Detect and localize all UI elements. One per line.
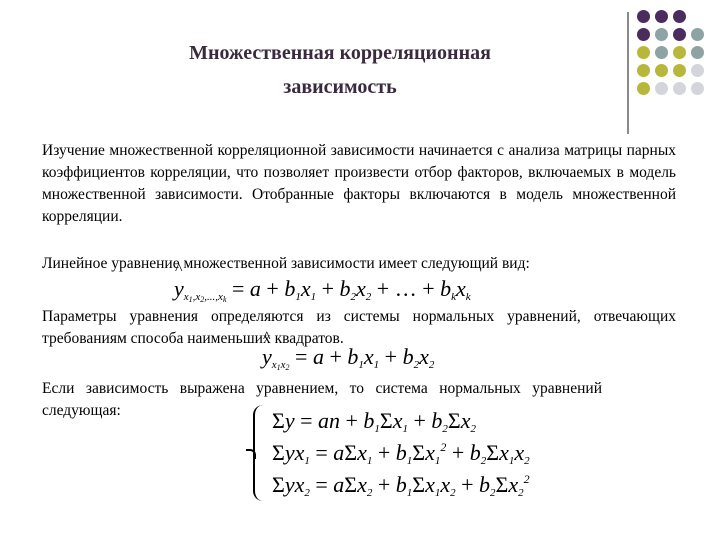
decorative-dot — [691, 46, 704, 59]
decorative-dot-grid — [637, 10, 713, 106]
decorative-dot — [637, 46, 650, 59]
system-brace — [253, 405, 269, 501]
two-factor-equation: ^ $y_{x_1x_2} = a + b_1x_1 + b_2x_2$ — [262, 344, 434, 372]
normal-equation-1: Σy = an + $b_1\Sigma x_1 + b_2\Sigma x_2$ — [272, 408, 476, 435]
parameters-paragraph: Параметры уравнения определяются из системы нормальных уравнений, отвечающих требованиям способа наименьших квадратов. — [42, 308, 676, 347]
system-paragraph: Если зависимость выражена уравнением, то система нормальных уравнений следующая: — [42, 380, 602, 419]
decorative-dot — [655, 82, 668, 95]
decorative-dot — [673, 82, 686, 95]
decorative-dot — [655, 10, 668, 23]
multiple-regression-equation: ^ $y_{x_1,x_2,...,x_k} = a + b_1x_1 + b_2x_2$ + … + $b_kx_k$ — [174, 276, 471, 304]
decorative-dot — [673, 10, 686, 23]
title-line-1: Множественная корреляционная — [189, 42, 491, 64]
decorative-dot — [691, 82, 704, 95]
decorative-dot — [673, 64, 686, 77]
divider-line — [627, 12, 629, 134]
decorative-dot — [655, 46, 668, 59]
decorative-dot — [673, 28, 686, 41]
decorative-dot — [637, 82, 650, 95]
decorative-dot — [655, 64, 668, 77]
normal-equation-3: $\Sigma yx_2 = a\Sigma x_2 + b_1\Sigma x_1x_2 + b_2\Sigma x_2^2$ — [272, 472, 530, 499]
decorative-dot — [637, 28, 650, 41]
slide-title — [60, 36, 620, 104]
decorative-dot — [691, 64, 704, 77]
decorative-dot — [637, 10, 650, 23]
decorative-dot — [655, 28, 668, 41]
decorative-dot — [637, 64, 650, 77]
intro-paragraph: Изучение множественной корреляционной зависимости начинается с анализа матрицы парных коэффициентов корреляции, что позволяет произвести отбор факторов, включаемых в модель множественной зависимости. Отобранные факторы включаются в модель множественной корреляции. — [42, 142, 676, 225]
decorative-dot — [673, 46, 686, 59]
normal-equation-2: $\Sigma yx_1 = a\Sigma x_1 + b_1\Sigma x_1^2 + b_2\Sigma x_1x_2$ — [272, 440, 530, 467]
decorative-dot — [691, 28, 704, 41]
linear-equation-caption: Линейное уравнение множественной зависимости имеет следующий вид: — [42, 255, 530, 272]
title-line-2: зависимость — [283, 76, 397, 98]
